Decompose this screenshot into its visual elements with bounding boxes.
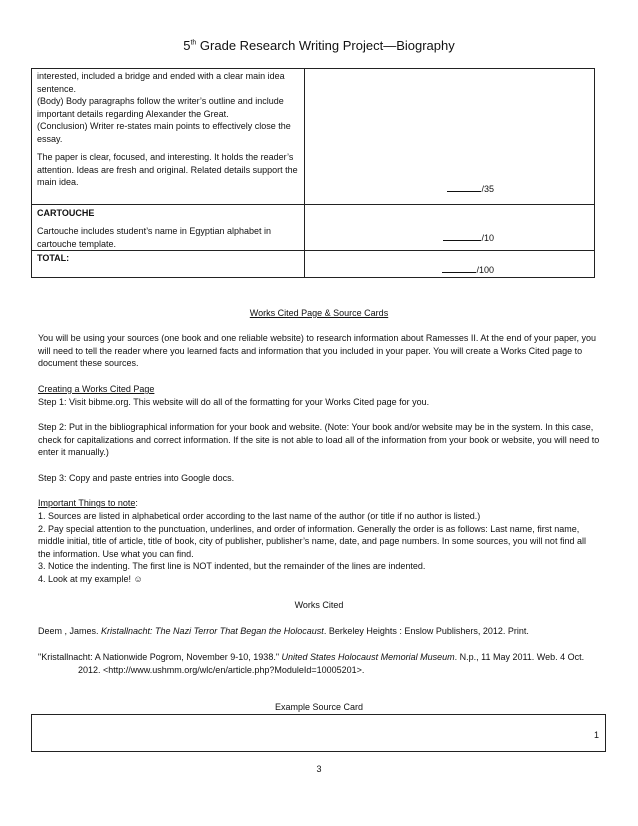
rubric-line: The paper is clear, focused, and interesting. It holds the reader’s attention. Ideas are fresh and original. Related details support the main idea. [37,152,298,187]
rubric-line: interested, included a bridge and ended with a clear main idea sentence. [37,71,285,94]
section-heading: Works Cited Page & Source Cards [249,308,389,318]
page-number: 3 [316,764,322,774]
step-1: Step 1: Visit bibme.org. This website will do all of the formatting for your Works Cited page for you. [38,397,430,407]
source-card-number: 1 [593,730,599,740]
note-item: 2. Pay special attention to the punctuation, underlines, and order of information. Generally the order is as follows: Last name, first name, middle initial, title of article, title of book, city of publisher, publisher’s name, date, and page numbers. In some sources, you will not find all the information. Use what you can find. [38,523,586,559]
score-value: /100 [476,264,494,275]
step-2: Step 2: Put in the bibliographical information for your book and website. (Note: Your book and/or website may be in the system. In this case, check for capitalizations and correct information. If the site is not able to load all of the information from your book or website, you will need to enter it manually.) [38,422,600,457]
citation-1 [38,625,600,638]
score-value: /10 [481,232,494,243]
score-mark [447,183,494,196]
citation-2 [38,651,600,676]
rubric-criteria [32,251,305,278]
rubric-table [31,68,595,278]
title-number: 5 [183,38,191,53]
page-title [0,38,638,53]
note-item: 4. Look at my example! ☺ [38,573,143,584]
rubric-row-writing [32,69,595,205]
score-mark [442,264,494,277]
score-mark [443,232,494,245]
title-text: Grade Research Writing Project—Biography [196,38,455,53]
citation-2-pre: "Kristallnacht: A Nationwide Pogrom, November 9-10, 1938." [38,652,282,662]
citation-2-post: . N.p., 11 May 2011. Web. 4 Oct. 2012. <http://www.ushmm.org/wlc/en/article.php?ModuleId=10005201>. [78,652,585,675]
rubric-score-cell [305,69,595,205]
create-heading: Creating a Works Cited Page [38,384,155,394]
rubric-score-cell [305,204,595,251]
note-item: 1. Sources are listed in alphabetical order according to the last name of the author (or title if no author is listed.) [38,511,481,521]
title-superscript: th [190,39,197,47]
citation-1-post: . Berkeley Heights : Enslow Publishers, 2012. Print. [323,626,529,636]
rubric-row-total [32,251,595,278]
source-card-heading: Example Source Card [274,702,364,712]
step-3: Step 3: Copy and paste entries into Google docs. [38,473,235,483]
important-heading-text: Important Things to note [38,498,136,508]
important-heading [38,497,600,510]
rubric-criteria [32,69,305,205]
note-item: 3. Notice the indenting. The first line is NOT indented, but the remainder of the lines are indented. [38,561,426,571]
rubric-line: (Conclusion) Writer re-states main points to effectively close the essay. [37,121,291,144]
rubric-heading: TOTAL: [37,253,70,263]
citation-2-text [38,651,600,676]
rubric-row-cartouche [32,204,595,251]
intro-paragraph: You will be using your sources (one book and one reliable website) to research information about Ramesses II. At the end of your paper, you will need to tell the reader where you learned facts and information that you included in your paper. You will create a Works Cited page to document these sources. [38,333,596,368]
score-value: /35 [481,184,494,194]
citation-1-pre: Deem , James. [38,626,102,636]
notes-list [38,510,600,585]
rubric-score-cell [305,251,595,278]
citation-2-title: United States Holocaust Memorial Museum [281,652,455,662]
rubric-line: Cartouche includes student’s name in Egyptian alphabet in cartouche template. [37,226,271,249]
rubric-criteria [32,204,305,251]
rubric-line: (Body) Body paragraphs follow the writer’s outline and include important details regarding Alexander the Great. [37,96,284,119]
rubric-heading: CARTOUCHE [37,207,95,218]
important-heading-colon: : [135,498,138,508]
source-card-box [31,714,606,752]
works-cited-heading: Works Cited [294,600,344,610]
citation-1-title: Kristallnacht: The Nazi Terror That Began the Holocaust [101,626,324,636]
citation-1-text [38,625,600,638]
